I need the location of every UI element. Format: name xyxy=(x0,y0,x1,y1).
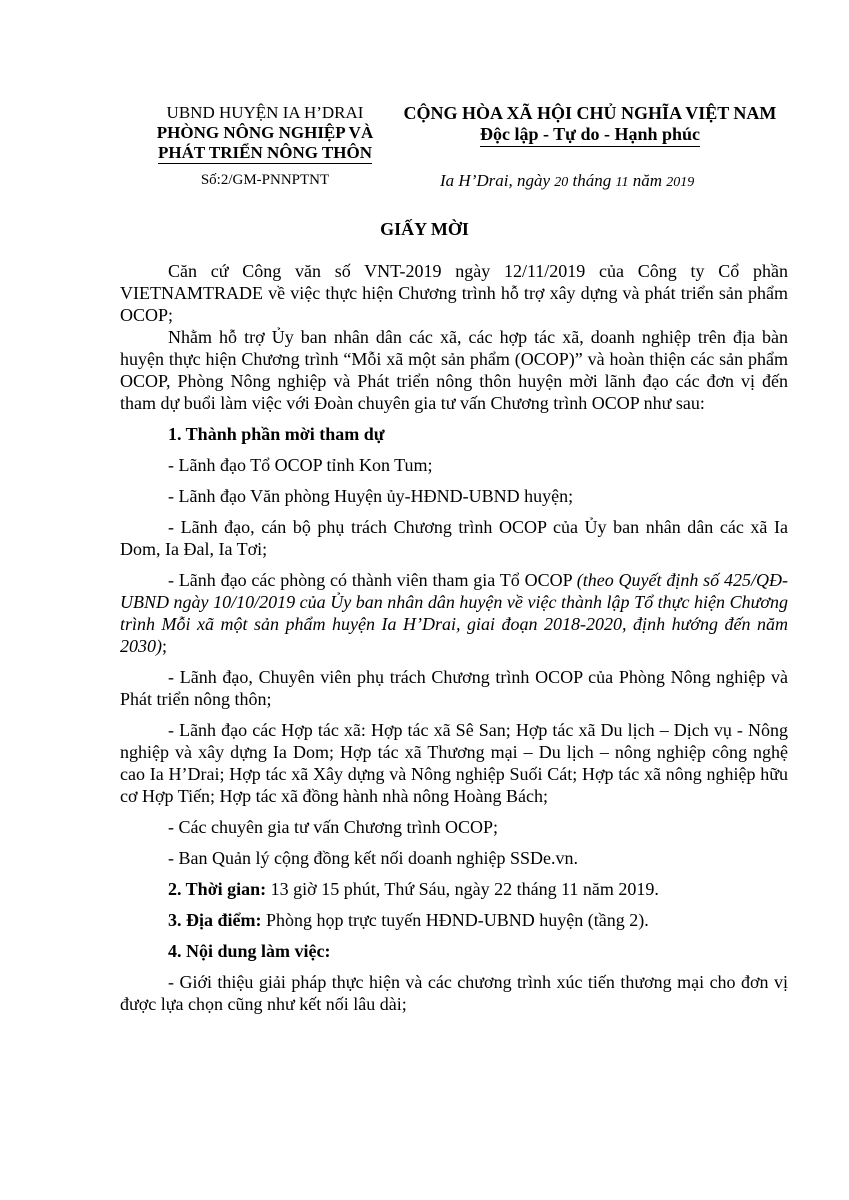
section-heading-agenda: 4. Nội dung làm việc: xyxy=(168,941,331,961)
list-item-citation: (theo Quyết định số 425/QĐ-UBND ngày 10/10/2019 của Ủy ban nhân dân huyện về việc thành lập Tổ thực hiện Chương trình Mỗi xã một sản phẩm huyện Ia H’Drai, giai đoạn 2018-2020, định hướng đến năm 2030) xyxy=(120,570,788,656)
list-item: - Lãnh đạo Văn phòng Huyện ủy-HĐND-UBND huyện; xyxy=(168,486,574,506)
list-item: - Ban Quản lý cộng đồng kết nối doanh nghiệp SSDe.vn. xyxy=(168,848,578,868)
document-body xyxy=(120,260,788,1015)
department-name-line1: PHÒNG NÔNG NGHIỆP VÀ xyxy=(156,123,374,142)
document-date xyxy=(440,171,694,191)
paragraph-basis: Căn cứ Công văn số VNT-2019 ngày 12/11/2019 của Công ty Cổ phần VIETNAMTRADE về việc thực hiện Chương trình hỗ trợ xây dựng và phát triển sản phẩm OCOP; xyxy=(120,261,788,325)
list-item-text: - Lãnh đạo các phòng có thành viên tham gia Tổ OCOP xyxy=(168,570,577,590)
document-title: GIẤY MỜI xyxy=(380,219,469,239)
document-number: Số:2/GM-PNNPTNT xyxy=(200,172,330,188)
list-item: - Lãnh đạo, cán bộ phụ trách Chương trình OCOP của Ủy ban nhân dân các xã Ia Dom, Ia Đal, Ia Tơi; xyxy=(120,517,788,559)
section-time xyxy=(120,878,788,900)
paragraph-purpose: Nhằm hỗ trợ Ủy ban nhân dân các xã, các hợp tác xã, doanh nghiệp trên địa bàn huyện thực hiện Chương trình “Mỗi xã một sản phẩm (OCOP)” và hoàn thiện các sản phẩm OCOP, Phòng Nông nghiệp và Phát triển nông thôn huyện mời lãnh đạo các đơn vị đến tham dự buổi làm việc với Đoàn chuyên gia tư vấn Chương trình OCOP như sau: xyxy=(120,327,788,413)
section-heading-participants: 1. Thành phần mời tham dự xyxy=(168,424,385,444)
nation-name: CỘNG HÒA XÃ HỘI CHỦ NGHĨA VIỆT NAM xyxy=(403,103,777,123)
header-left xyxy=(120,103,410,190)
list-item: - Các chuyên gia tư vấn Chương trình OCOP; xyxy=(168,817,498,837)
section-time-label: 2. Thời gian: xyxy=(168,879,267,899)
list-item: - Lãnh đạo Tổ OCOP tỉnh Kon Tum; xyxy=(168,455,433,475)
list-item: - Lãnh đạo, Chuyên viên phụ trách Chương trình OCOP của Phòng Nông nghiệp và Phát triển nông thôn; xyxy=(120,667,788,709)
list-item-end: ; xyxy=(162,636,168,656)
date-month-label: tháng xyxy=(572,171,612,190)
date-year-label: năm xyxy=(632,171,662,190)
date-prefix: Ia H’Drai, ngày xyxy=(440,171,551,190)
date-day: 20 xyxy=(554,175,569,190)
date-month: 11 xyxy=(615,175,629,190)
section-time-text: 13 giờ 15 phút, Thứ Sáu, ngày 22 tháng 11 năm 2019. xyxy=(266,879,659,899)
section-location-text: Phòng họp trực tuyến HĐND-UBND huyện (tầng 2). xyxy=(261,910,649,930)
section-location xyxy=(120,909,788,931)
agency-name: UBND HUYỆN IA H’DRAI xyxy=(166,103,364,122)
date-year: 2019 xyxy=(666,175,695,190)
header-right xyxy=(380,103,800,147)
section-location-label: 3. Địa điểm: xyxy=(168,910,262,930)
list-item: - Giới thiệu giải pháp thực hiện và các chương trình xúc tiến thương mại cho đơn vị được lựa chọn cũng như kết nối lâu dài; xyxy=(120,972,788,1014)
department-name-line2: PHÁT TRIỂN NÔNG THÔN xyxy=(158,143,372,162)
list-item: - Lãnh đạo các Hợp tác xã: Hợp tác xã Sê San; Hợp tác xã Du lịch – Dịch vụ - Nông nghiệp và xây dựng Ia Dom; Hợp tác xã Thương mại – Du lịch – nông nghiệp công nghệ cao Ia H’Drai; Hợp tác xã Xây dựng và Nông nghiệp Suối Cát; Hợp tác xã nông nghiệp hữu cơ Hợp Tiến; Hợp tác xã đồng hành nhà nông Hoàng Bách; xyxy=(120,720,788,806)
national-motto: Độc lập - Tự do - Hạnh phúc xyxy=(480,124,700,147)
list-item xyxy=(120,569,788,657)
